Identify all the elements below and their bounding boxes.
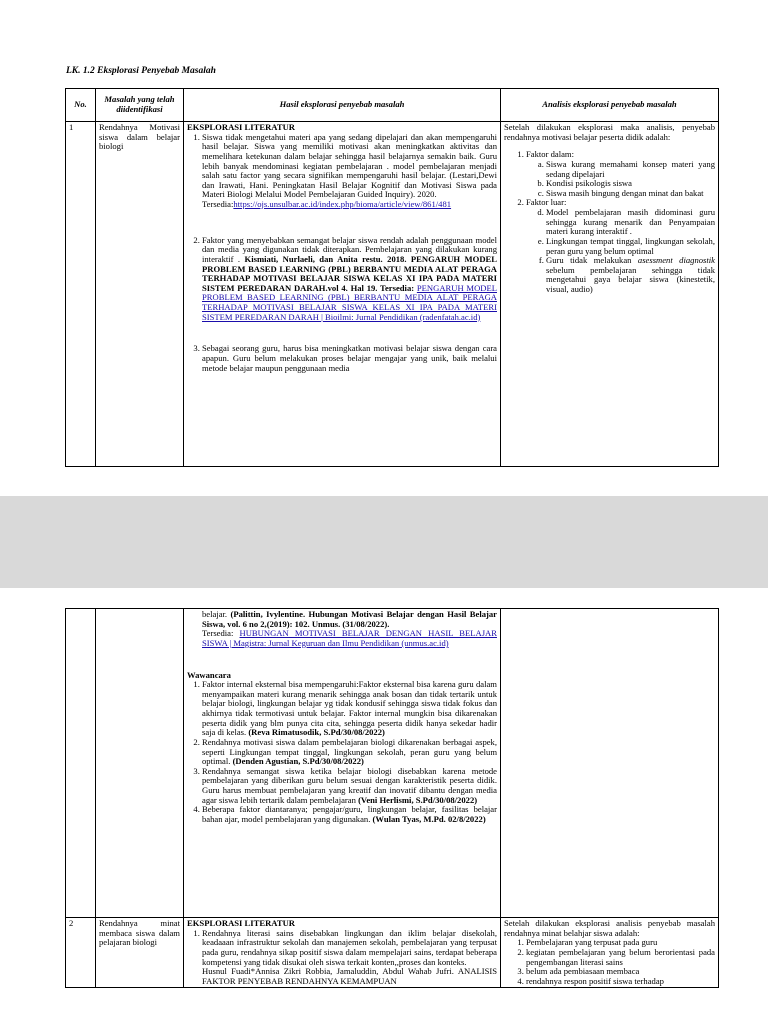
- exploration-cell: [184, 609, 501, 918]
- factor-heading: Faktor dalam:: [526, 149, 574, 160]
- row-number: 2: [66, 918, 96, 988]
- list-item: [202, 929, 497, 987]
- analysis-cell: [501, 609, 719, 918]
- problem-cell: Rendahnya Motivasi siswa dalam belajar biologi: [96, 122, 184, 467]
- list-item: [202, 738, 497, 767]
- item-text: Beberapa faktor diantaranya; pengajar/guru, lingkungan belajar, fasilitas belajar bahan ajar, model pembelajaran yang digunakan.: [202, 804, 497, 824]
- header-masalah: Masalah yang telah diidentifikasi: [96, 89, 184, 122]
- sub-list-item: b. Kondisi psikologis siswa: [546, 179, 715, 189]
- row-number: [66, 609, 96, 918]
- document-page-1: [0, 0, 768, 496]
- interview-source: (Wulan Tyas, M.Pd. 02/8/2022): [372, 813, 486, 824]
- item-text: Rendahnya motivasi siswa dalam pembelajaran biologi dikarenakan berbagai aspek, seperti Lingkungan tempat tinggal, lingkungan sekolah, peran guru yang belum optimal.: [202, 736, 497, 767]
- item-text: Faktor yang menyebabkan semangat belajar siswa rendah adalah penggunaan model dan media yang digunakan tidak diterapkan. Pembelajaran yang dilakukan kurang interaktif .: [202, 234, 497, 264]
- list-item: [526, 150, 715, 198]
- problem-cell: [96, 609, 184, 918]
- header-no: No.: [66, 89, 96, 122]
- problem-table-continued: [65, 608, 719, 988]
- sub-list-item: d. Model pembelajaran masih didominasi guru sehingga kurang menarik dan Penyampaian materi kurang interaktif .: [546, 208, 715, 237]
- exploration-cell: [184, 918, 501, 988]
- list-item: 1. Pembelajaran yang terpusat pada guru: [526, 938, 715, 948]
- item-text: Siswa tidak mengetahui materi apa yang sedang dipelajari dan akan mempengaruhi hasil belajar. Siswa yang memiliki motivasi akan meningkatkan aktivitas dan memelihara ketekunan dalam belajar sehingga hasil belajarnya semakin baik. Guru lebih banyak mendominasi kegiatan pembelajaran . model pembelajaran menjadi salah satu factor yang secara signifikan mempengaruhi hasil belajar. (Lestari,Dewi dan Irawati, Hani. Peningkatan Hasil Belajar Kognitif dan Motivasi Siswa pada Materi Biologi Melalui Model Pembelajaran Guided Inquiry). 2020.: [202, 131, 497, 200]
- row-number: 1: [66, 122, 96, 467]
- list-item: 2. kegiatan pembelajaran yang belum berorientasi pada pengembangan literasi sains: [526, 948, 715, 967]
- interview-source: (Veni Herlismi, S.Pd/30/08/2022): [358, 794, 478, 805]
- tersedia-label: Tersedia:: [202, 199, 234, 209]
- analysis-cell: [501, 122, 719, 467]
- item-text: belajar.: [202, 609, 228, 619]
- table-header-row: [66, 89, 719, 122]
- reference-link[interactable]: https://ojs.unsulbar.ac.id/index.php/bioma/article/view/861/481: [233, 199, 452, 209]
- list-item: [202, 133, 497, 236]
- factor-heading: Faktor luar:: [526, 197, 567, 208]
- sub-list-item: c. Siswa masih bingung dengan minat dan bakat: [546, 189, 715, 199]
- list-item: [202, 767, 497, 806]
- reference-citation: Husnul Fuadi*Annisa Zikri Robbia, Jamaluddin, Abdul Wahab Jufri. ANALISIS FAKTOR PENYEBAB RENDAHNYA KEMAMPUAN: [202, 966, 497, 986]
- section-heading: Wawancara: [187, 669, 231, 680]
- list-item: [526, 198, 715, 294]
- analysis-intro: Setelah dilakukan eksplorasi analisis penyebab masalah rendahnya minat belahjar siswa adalah:: [504, 918, 715, 938]
- problem-cell: Rendahnya minat membaca siswa dalam pelajaran biologi: [96, 918, 184, 988]
- interview-source: (Denden Agustian, S.Pd/30/08/2022): [232, 756, 364, 767]
- page-gap: [0, 496, 768, 588]
- reference-link[interactable]: HUBUNGAN MOTIVASI BELAJAR DENGAN HASIL BELAJAR SISWA | Magistra: Jurnal Keguruan dan Ilmu Pendidikan (unmus.ac.id): [202, 628, 497, 648]
- header-hasil: Hasil eksplorasi penyebab masalah: [184, 89, 501, 122]
- item-text: Faktor internal eksternal bisa mempengaruhi:Faktor eksternal bisa karena guru dalam menyampaikan materi kurang menarik sehingga anak bosan dan tidak tertarik untuk belajar biologi, lingkungan belajar yg tidak kondusif sehingga siswa tidak fokus dan akhirnya tidak termotivasi untuk belajar. Faktor internal mungkin bisa dikarenakan peserta didik yang blm punya cita cita, sehingga peserta didik hanya sekedar hadir saja di kelas.: [202, 679, 497, 738]
- document-title: LK. 1.2 Eksplorasi Penyebab Masalah: [66, 66, 216, 76]
- list-item: 4. rendahnya respon positif siswa terhadap: [526, 977, 715, 987]
- reference-citation: (Palittin, Ivylentine. Hubungan Motivasi Belajar dengan Hasil Belajar Siswa, vol. 6 no 2,(2019): 102. Unmus. (31/08/2022).: [202, 609, 497, 629]
- reference-citation: Kismiati, Nurlaeli, dan Anita restu. 2018. PENGARUH MODEL PROBLEM BASED LEARNING (PBL) BERBANTU MEDIA ALAT PERAGA TERHADAP MOTIVASI BELAJAR SISWA KELAS XI IPA PADA MATERI SISTEM PEREDARAN DARAH.vol 4. Hal 19. Tersedia:: [202, 253, 498, 293]
- sub-list-item: a. Siswa kurang memahami konsep materi yang sedang dipelajari: [546, 160, 715, 179]
- sub-list-item: [546, 256, 715, 295]
- list-item: [202, 236, 497, 345]
- table-row: [66, 609, 719, 918]
- tersedia-label: Tersedia:: [202, 628, 234, 639]
- reference-link[interactable]: PENGARUH MODEL PROBLEM BASED LEARNING (PBL) BERBANTU MEDIA ALAT PERAGA TERHADAP MOTIVASI BELAJAR SISWA KELAS XI IPA PADA MATERI SISTEM PEREDARAN DARAH | Bioilmi: Jurnal Pendidikan (radenfatah.ac.id): [202, 282, 497, 322]
- analysis-intro: Setelah dilakukan eksplorasi maka analisis, penyebab rendahnya motivasi belajar peserta didik adalah:: [504, 122, 715, 142]
- section-heading: EKSPLORASI LITERATUR: [187, 122, 296, 132]
- header-analisis: Analisis eksplorasi penyebab masalah: [501, 89, 719, 122]
- item-text: Rendahnya semangat siswa ketika belajar biologi disebabkan karena metode pembelajaran yang diberikan guru belum sesuai dengan karakteristik peserta didik. Guru harus membuat pembelajaran yang kreatif dan inovatif dibantu dengan media agar siswa lebih tertarik dalam pembelajaran: [202, 765, 497, 805]
- table-row: [66, 122, 719, 467]
- list-item: [202, 680, 497, 738]
- problem-table: [65, 88, 719, 467]
- item-text: Sebagai seorang guru, harus bisa meningkatkan motivasi belajar siswa dengan cara apapun. Guru belum melakukan proses belajar mengajar yang unik, baik melalui metode belajar maupun penggunaan media: [202, 343, 497, 373]
- sub-item-italic: asessment diagnostik: [637, 255, 715, 266]
- sub-item-text: sebelum pembelajaran sehingga tidak mengetahui gaya belajar siswa (kinestetik, visual, audio): [546, 264, 715, 294]
- list-item: 3. belum ada pembiasaan membaca: [526, 967, 715, 977]
- document-page-2: [0, 588, 768, 1024]
- list-item: [202, 344, 497, 373]
- sub-list-item: e. Lingkungan tempat tinggal, lingkungan sekolah, peran guru yang belum optimal: [546, 237, 715, 256]
- analysis-cell: [501, 918, 719, 988]
- sub-item-text: Guru tidak melakukan: [546, 255, 632, 266]
- interview-source: (Reva Rimatusodik, S.Pd/30/08/2022): [248, 727, 385, 738]
- exploration-cell: [184, 122, 501, 467]
- section-heading: EKSPLORASI LITERATUR: [187, 918, 296, 928]
- table-row: [66, 918, 719, 988]
- item-text: Rendahnya literasi sains disebabkan lingkungan dan iklim belajar disekolah, keadaaan infrastruktur sekolah dan manajemen sekolah, pembelajaran yang terpusat pada guru, rendahnya sikap positif siswa dalam mempelajari sains, terdapat beberapa kompetensi yang tidak disukai oleh siswa terkait konten,,proses dan konteks.: [202, 927, 497, 967]
- list-item: [202, 805, 497, 824]
